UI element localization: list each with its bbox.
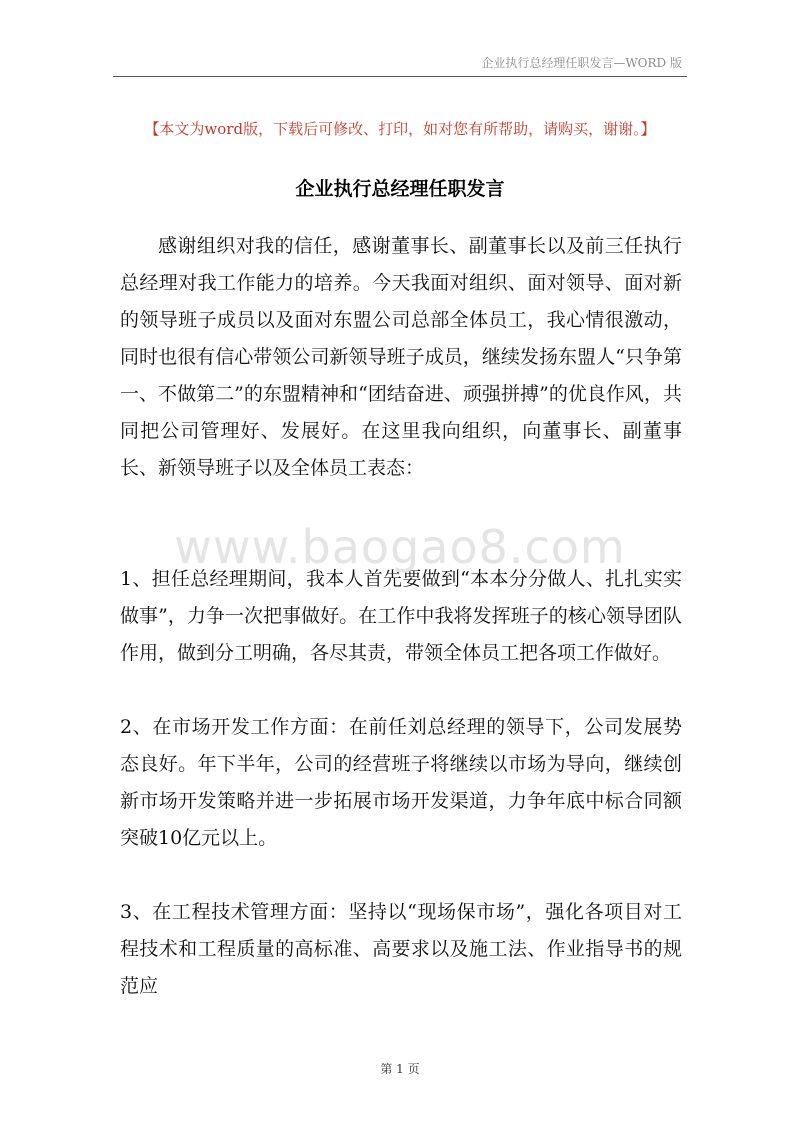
paragraph-intro: 感谢组织对我的信任，感谢董事长、副董事长以及前三任执行总经理对我工作能力的培养。今天我面对组织、面对领导、面对新的领导班子成员以及面对东盟公司总部全体员工，我心情很激动，同时也很有信心带领公司新领导班子成员，继续发扬东盟人“只争第一、不做第二”的东盟精神和“团结奋进、顽强拼搏”的优良作风，共同把公司管理好、发展好。在这里我向组织，向董事长、副董事长、新领导班子以及全体员工表态： [120, 235, 682, 479]
header-divider [113, 76, 687, 77]
document-body [120, 228, 682, 1005]
paragraph-item-2: 2、在市场开发工作方面：在前任刘总经理的领导下，公司发展势态良好。年下半年，公司的经营班子将继续以市场为导向，继续创新市场开发策略并进一步拓展市场开发渠道，力争年底中标合同额突破10亿元以上。 [120, 716, 682, 849]
page-number: 第 1 页 [380, 1062, 420, 1076]
paragraph-item-1: 1、担任总经理期间，我本人首先要做到“本本分分做人、扎扎实实做事”，力争一次把事做好。在工作中我将发挥班子的核心领导团队作用，做到分工明确，各尽其责，带领全体员工把各项工作做好。 [120, 568, 682, 664]
document-title: 企业执行总经理任职发言 [295, 178, 505, 200]
running-header: 企业执行总经理任职发言—WORD 版 [481, 56, 682, 70]
paragraph-item-3: 3、在工程技术管理方面：坚持以“现场保市场”，强化各项目对工程技术和工程质量的高标准、高要求以及施工法、作业指导书的规范应 [120, 901, 682, 997]
purchase-notice: 【本文为word版，下载后可修改、打印，如对您有所帮助，请购买，谢谢。】 [144, 120, 656, 138]
watermark: www.baogao8.com [174, 520, 626, 574]
